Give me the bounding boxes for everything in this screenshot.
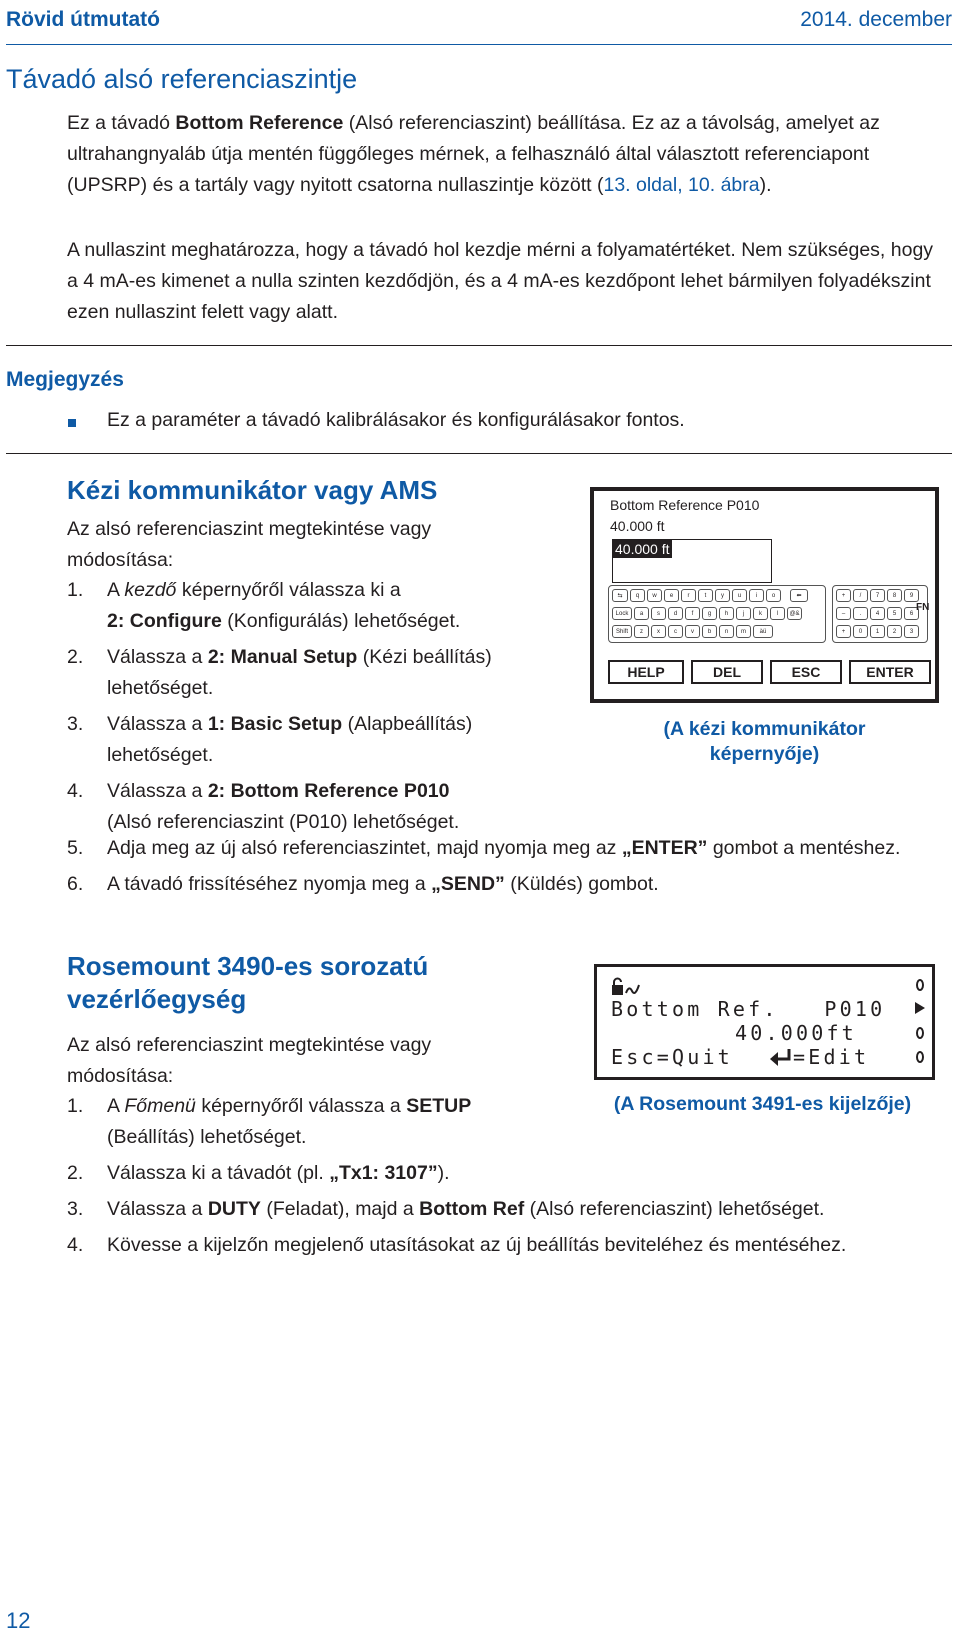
step-text: A (107, 1095, 125, 1117)
menu-option: „Tx1: 3107” (329, 1162, 438, 1184)
intro-paragraph-2: A nullaszint meghatározza, hogy a távadó hol kezdje mérni a folyamatértéket. Nem szükséges, hogy a 4 mA-es kimenet a nulla szinten kezdődjön, és a 4 mA-es kezdőpont lehet bármilyen folyadékszint ezen nullaszint felett vagy alatt. (67, 239, 934, 323)
intro-text: (Alsó referenciaszint) beállítása. Ez az a távolság, amelyet az ultrahangnyaláb útja mentén függőleges mérnek, a felhasználó által választott referenciapont (UPSRP) és a tartály vagy nyitott csatorna nullaszintje között ( (67, 112, 880, 196)
list-item (67, 833, 947, 864)
key-4[interactable]: t (698, 589, 713, 602)
key-3[interactable]: d (668, 607, 683, 620)
list-item (67, 776, 557, 838)
header-divider (6, 44, 952, 45)
menu-option: 2: Manual Setup (207, 646, 358, 668)
key-3[interactable]: 8 (887, 589, 902, 602)
lcd-line-2: 40.000ft (735, 1021, 857, 1045)
note-top-divider (6, 345, 952, 346)
step-text: A (107, 579, 125, 601)
key-6[interactable]: h (719, 607, 734, 620)
key-2[interactable]: x (651, 625, 666, 638)
key-4[interactable]: 6 (904, 607, 919, 620)
key-2[interactable]: 7 (870, 589, 885, 602)
key-8[interactable]: àü (753, 625, 773, 638)
step-number: 3. (67, 713, 84, 735)
key-3[interactable]: r (681, 589, 696, 602)
key-1[interactable]: 0 (853, 625, 868, 638)
selected-value: 40.000 ft (615, 541, 670, 557)
ams-steps (67, 575, 557, 843)
step-number: 6. (67, 873, 84, 895)
step-number: 2. (67, 646, 84, 668)
numeric-keypad (832, 585, 928, 643)
list-item (67, 1194, 947, 1225)
list-item (67, 869, 947, 900)
page-number: 12 (6, 1608, 31, 1633)
key-1[interactable]: z (634, 625, 649, 638)
rosemount-lead: Az alsó referenciaszint megtekintése vagy módosítása: (67, 1034, 432, 1087)
key-1[interactable]: . (853, 607, 868, 620)
key-7[interactable]: i (749, 589, 764, 602)
step-number: 5. (67, 837, 84, 859)
step-text: (Küldés) gombot. (504, 873, 659, 895)
step-number: 3. (67, 1198, 84, 1220)
note-bottom-divider (6, 453, 952, 454)
key-7[interactable]: j (736, 607, 751, 620)
del-button[interactable]: DEL (691, 660, 763, 684)
communicator-caption: (A kézi kommunikátor képernyője) (663, 718, 866, 765)
fn-key[interactable]: FN (916, 602, 930, 613)
key-4[interactable]: 3 (904, 625, 919, 638)
key-8[interactable]: o (766, 589, 781, 602)
key-3[interactable]: 5 (887, 607, 902, 620)
screen-line-2: 40.000 ft (610, 518, 665, 534)
figure-reference-link[interactable]: 13. oldal, 10. ábra (603, 174, 760, 196)
step-text: A távadó frissítéséhez nyomja meg a (107, 873, 432, 895)
step-text: (Alsó referenciaszint (P010) lehetőséget. (107, 811, 460, 833)
key-5[interactable]: y (715, 589, 730, 602)
step-number: 4. (67, 1234, 84, 1256)
step-text: Válassza a (107, 780, 208, 802)
step-text: képernyőről válassza ki a (176, 579, 401, 601)
key-2[interactable]: e (664, 589, 679, 602)
key-0[interactable]: + (836, 625, 851, 638)
step-text: képernyőről válassza a (195, 1095, 407, 1117)
step-text: (Konfigurálás) lehetőséget. (221, 610, 461, 632)
enter-arrow-icon (769, 1047, 793, 1067)
key-4[interactable]: v (685, 625, 700, 638)
step-emphasis: kezdő (124, 579, 177, 601)
key-0[interactable]: + (836, 589, 851, 602)
key-2[interactable]: 4 (870, 607, 885, 620)
header-title: Rövid útmutató (6, 8, 160, 31)
key-4[interactable]: 9 (904, 589, 919, 602)
step-text: gombot a mentéshez. (707, 837, 901, 859)
step-text: (Alapbeállítás) lehetőséget. (107, 713, 473, 766)
backspace-key[interactable]: ⬅ (790, 589, 808, 602)
step-text: Válassza ki a távadót (pl. (107, 1162, 330, 1184)
menu-option: 1: Basic Setup (207, 713, 343, 735)
rosemount-lcd-display (594, 964, 935, 1080)
lcd-line-3-left: Esc=Quit (611, 1045, 733, 1069)
rosemount-heading: Rosemount 3490-es sorozatú vezérlőegység (67, 951, 429, 1014)
step-number: 2. (67, 1162, 84, 1184)
key-3[interactable]: c (668, 625, 683, 638)
note-text: Ez a paraméter a távadó kalibrálásakor és konfigurálásakor fontos. (107, 409, 685, 431)
help-button[interactable]: HELP (608, 660, 684, 684)
list-item (67, 575, 557, 637)
menu-option: SETUP (406, 1095, 472, 1117)
section-title: Távadó alsó referenciaszintje (6, 64, 358, 94)
lcd-caption: (A Rosemount 3491-es kijelzője) (613, 1093, 912, 1115)
button-name: „ENTER” (621, 837, 708, 859)
field-communicator-screen (590, 487, 939, 703)
lock-icon (611, 977, 641, 997)
lcd-line-3-right: =Edit (793, 1045, 870, 1069)
play-indicator-icon (914, 1001, 926, 1015)
list-item (67, 709, 557, 771)
list-item (67, 1230, 947, 1261)
indicator-dot-icon (916, 1051, 924, 1063)
key-0[interactable]: Shift (612, 625, 632, 638)
menu-option: DUTY (207, 1198, 261, 1220)
key-9[interactable]: l (770, 607, 785, 620)
ams-heading: Kézi kommunikátor vagy AMS (67, 475, 438, 505)
step-number: 1. (67, 579, 84, 601)
note-title: Megjegyzés (6, 368, 124, 391)
step-emphasis: Főmenü (124, 1095, 196, 1117)
key-8[interactable]: k (753, 607, 768, 620)
tab-key[interactable]: ⇆ (612, 589, 628, 602)
button-name: „SEND” (431, 873, 505, 895)
step-text: ). (437, 1162, 450, 1184)
lcd-line-1: Bottom Ref. P010 (611, 997, 886, 1021)
key-5[interactable]: g (702, 607, 717, 620)
enter-button[interactable]: ENTER (849, 660, 931, 684)
esc-button[interactable]: ESC (770, 660, 842, 684)
intro-bold-term: Bottom Reference (175, 112, 344, 134)
step-text: Adja meg az új alsó referenciaszintet, majd nyomja meg az (107, 837, 622, 859)
key-7[interactable]: m (736, 625, 751, 638)
step-number: 1. (67, 1095, 84, 1117)
key-5[interactable]: b (702, 625, 717, 638)
key-6[interactable]: u (732, 589, 747, 602)
ams-steps-continued (67, 833, 947, 905)
key-0[interactable]: – (836, 607, 851, 620)
indicator-dot-icon (916, 979, 924, 991)
key-10[interactable]: @& (787, 607, 802, 620)
intro-paragraph-1 (67, 108, 947, 201)
key-2[interactable]: 1 (870, 625, 885, 638)
key-0[interactable]: Lock (612, 607, 632, 620)
step-text: Kövesse a kijelzőn megjelenő utasításokat az új beállítás beviteléhez és mentéséhez. (107, 1234, 847, 1256)
header-date: 2014. december (800, 8, 952, 31)
key-3[interactable]: 2 (887, 625, 902, 638)
key-2[interactable]: s (651, 607, 666, 620)
intro-text: Ez a távadó (67, 112, 176, 134)
step-text: Válassza a (107, 646, 208, 668)
step-text: (Feladat), majd a (260, 1198, 420, 1220)
key-0[interactable]: q (630, 589, 645, 602)
step-text: Válassza a (107, 713, 208, 735)
key-4[interactable]: f (685, 607, 700, 620)
key-1[interactable]: a (634, 607, 649, 620)
rosemount-steps (67, 1091, 947, 1266)
menu-option: Bottom Ref (419, 1198, 525, 1220)
step-number: 4. (67, 780, 84, 802)
step-text: Válassza a (107, 1198, 208, 1220)
screen-line-1: Bottom Reference P010 (610, 497, 760, 513)
bullet-icon (68, 419, 76, 427)
list-item (67, 642, 557, 704)
key-1[interactable]: w (647, 589, 662, 602)
indicator-dot-icon (916, 1027, 924, 1039)
step-text: (Alsó referenciaszint) lehetőséget. (524, 1198, 825, 1220)
list-item (67, 1158, 947, 1189)
step-text: (Kézi beállítás) lehetőséget. (107, 646, 492, 699)
value-input[interactable] (612, 539, 772, 583)
key-1[interactable]: / (853, 589, 868, 602)
intro-text: ). (759, 174, 772, 196)
key-6[interactable]: n (719, 625, 734, 638)
onscreen-keyboard (608, 585, 826, 643)
menu-option: 2: Configure (107, 610, 222, 632)
ams-lead: Az alsó referenciaszint megtekintése vagy módosítása: (67, 518, 432, 571)
menu-option: 2: Bottom Reference P010 (207, 780, 450, 802)
step-text: (Beállítás) lehetőséget. (107, 1126, 307, 1148)
